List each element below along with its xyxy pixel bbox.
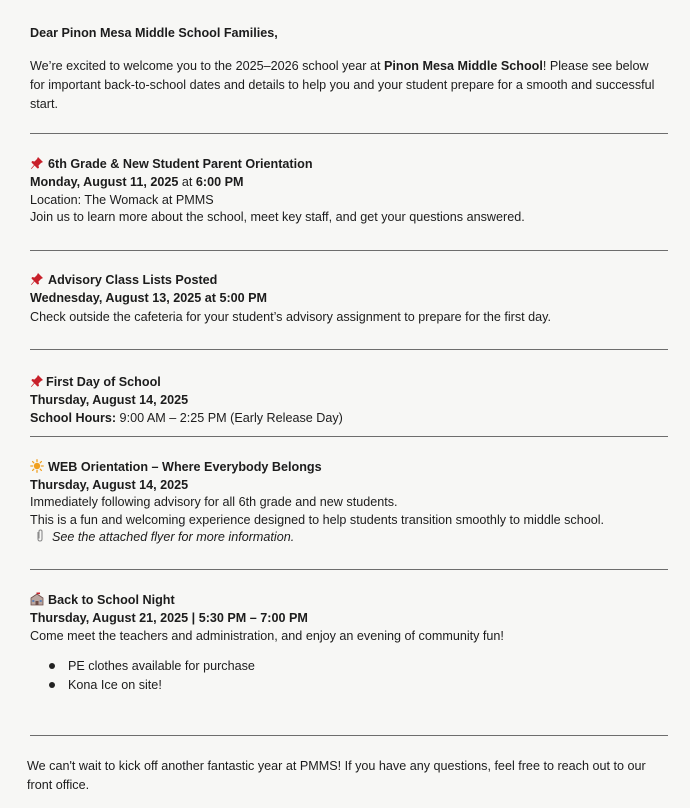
closing-paragraph: We can't wait to kick off another fantastic year at PMMS! If you have any questions, feel free to reach out to our front office. <box>27 759 646 792</box>
intro-paragraph <box>30 57 665 114</box>
intro-school-name: Pinon Mesa Middle School <box>384 59 543 73</box>
school-icon <box>30 592 44 606</box>
web-title-line <box>30 458 665 476</box>
greeting: Dear Pinon Mesa Middle School Families, <box>30 26 278 40</box>
list-item: PE clothes available for purchase <box>68 657 255 676</box>
web-date: Thursday, August 14, 2025 <box>30 478 189 492</box>
orientation-date-line <box>30 173 665 191</box>
bts-title: Back to School Night <box>48 593 175 607</box>
bts-bullet-list <box>30 657 255 695</box>
pushpin-icon <box>30 374 44 388</box>
orientation-location: Location: The Womack at PMMS <box>30 193 214 207</box>
first-day-hours: 9:00 AM – 2:25 PM (Early Release Day) <box>116 411 343 425</box>
divider <box>30 436 668 437</box>
divider <box>30 250 668 251</box>
intro-text-2: ! Please see below for important back-to-school dates and details to help you and your student prepare for a smooth and successful start. <box>30 59 655 111</box>
sun-icon <box>30 459 44 473</box>
orientation-time: 6:00 PM <box>195 175 244 189</box>
orientation-title: 6th Grade & New Student Parent Orientation <box>48 157 313 171</box>
divider <box>30 133 668 134</box>
web-note-line <box>34 528 669 546</box>
list-item: Kona Ice on site! <box>68 676 255 695</box>
bts-date: Thursday, August 21, 2025 | 5:30 PM – 7:00 PM <box>30 611 308 625</box>
advisory-description: Check outside the cafeteria for your student’s advisory assignment to prepare for the first day. <box>30 310 552 324</box>
web-title: WEB Orientation – Where Everybody Belongs <box>48 460 322 474</box>
paperclip-icon <box>34 529 46 543</box>
divider <box>30 569 668 570</box>
advisory-title-line <box>30 271 665 289</box>
advisory-date: Wednesday, August 13, 2025 at 5:00 PM <box>30 291 268 305</box>
first-day-hours-label: School Hours: <box>30 411 117 425</box>
advisory-title: Advisory Class Lists Posted <box>48 273 218 287</box>
first-day-date: Thursday, August 14, 2025 <box>30 393 189 407</box>
orientation-description: Join us to learn more about the school, meet key staff, and get your questions answered. <box>30 210 525 224</box>
web-description-1: Immediately following advisory for all 6th grade and new students. <box>30 495 398 509</box>
divider <box>30 735 668 736</box>
orientation-date: Monday, August 11, 2025 <box>30 175 179 189</box>
divider <box>30 349 668 350</box>
orientation-title-line <box>30 155 665 173</box>
bts-description: Come meet the teachers and administration, and enjoy an evening of community fun! <box>30 629 504 643</box>
pushpin-icon <box>30 156 44 170</box>
web-description-2: This is a fun and welcoming experience designed to help students transition smoothly to middle school. <box>30 513 605 527</box>
pushpin-icon <box>30 272 44 286</box>
web-note: See the attached flyer for more information. <box>52 530 295 544</box>
first-day-hours-line <box>30 409 665 427</box>
first-day-title: First Day of School <box>46 375 161 389</box>
bts-title-line <box>30 591 665 609</box>
first-day-title-line <box>30 373 665 391</box>
orientation-time-sep: at <box>178 175 196 189</box>
intro-text-1: We’re excited to welcome you to the 2025–2026 school year at <box>30 59 385 73</box>
